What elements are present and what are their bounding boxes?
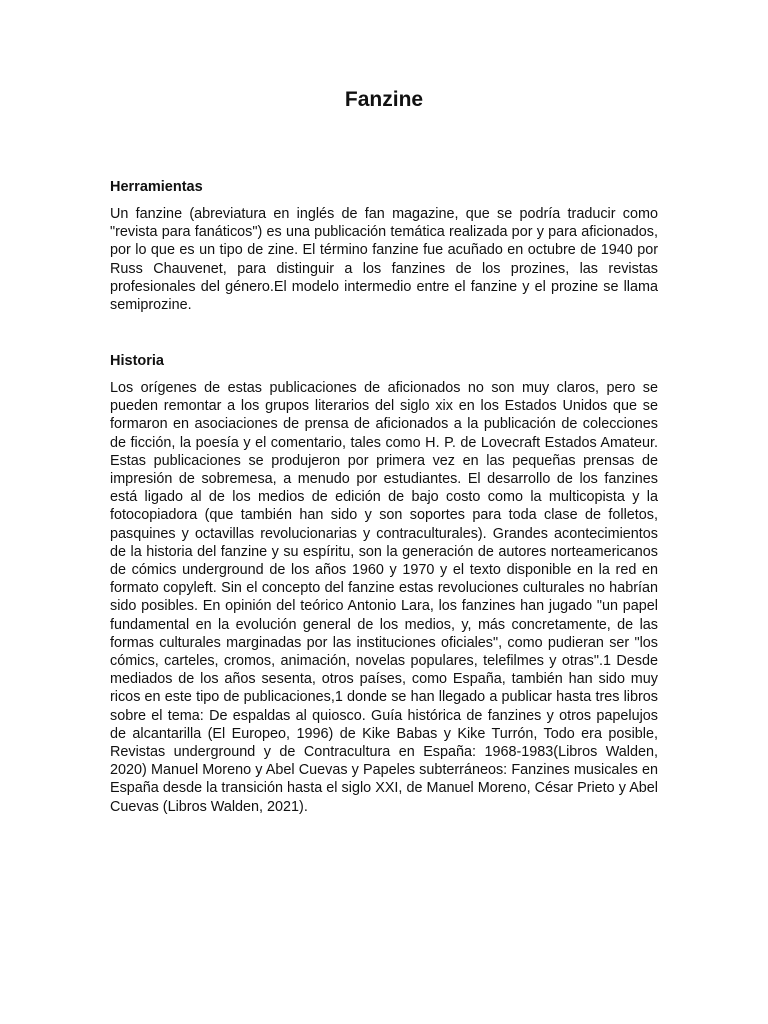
section-herramientas [110, 178, 658, 314]
section-historia [110, 352, 658, 816]
document-title: Fanzine [344, 88, 424, 111]
section-paragraph: Los orígenes de estas publicaciones de aficionados no son muy claros, pero se pueden remontar a los grupos literarios del siglo xix en los Estados Unidos que se formaron en asociaciones de prensa de aficionados a la publicación de colecciones de ficción, la poesía y el comentario, tales como H. P. de Lovecraft Estados Amateur. Estas publicaciones se produjeron por primera vez en las pequeñas prensas de impresión de sobremesa, a menudo por estudiantes. El desarrollo de los fanzines está ligado al de los medios de edición de bajo costo como la multicopista y la fotocopiadora (que también han sido y son soportes para toda clase de folletos, pasquines y octavillas revolucionarias y contraculturales). Grandes acontecimientos de la historia del fanzine y su espíritu, son la generación de autores norteamericanos de cómics underground de los años 1960 y 1970 y el texto disponible en la red en formato copyleft. Sin el concepto del fanzine estas revoluciones culturales no habrían sido posibles. En opinión del teórico Antonio Lara, los fanzines han jugado "un papel fundamental en la evolución general de los medios, y, más concretamente, de las formas culturales marginadas por las instituciones oficiales", como pudieran ser "los cómics, carteles, cromos, animación, novelas populares, telefilmes y otras".1 Desde mediados de los años sesenta, otros países, como España, también han sido muy ricos en este tipo de publicaciones,1 donde se han llegado a publicar hasta tres libros sobre el tema: De espaldas al quiosco. Guía histórica de fanzines y otros papelujos de alcantarilla (El Europeo, 1996) de Kike Babas y Kike Turrón, Todo era posible, Revistas underground y de Contracultura en España: 1968-1983(Libros Walden, 2020) Manuel Moreno y Abel Cuevas y Papeles subterráneos: Fanzines musicales en España desde la transición hasta el siglo XXI, de Manuel Moreno, César Prieto y Abel Cuevas (Libros Walden, 2021). [110, 380, 658, 815]
section-heading: Herramientas [110, 179, 203, 195]
section-paragraph: Un fanzine (abreviatura en inglés de fan magazine, que se podría traducir como "revista para fanáticos") es una publicación temática realizada por y para aficionados, por lo que es un tipo de zine. El término fanzine fue acuñado en octubre de 1940 por Russ Chauvenet, para distinguir a los fanzines de los prozines, las revistas profesionales del género.El modelo intermedio entre el fanzine y el prozine se llama semiprozine. [110, 206, 658, 314]
section-heading: Historia [110, 353, 164, 369]
